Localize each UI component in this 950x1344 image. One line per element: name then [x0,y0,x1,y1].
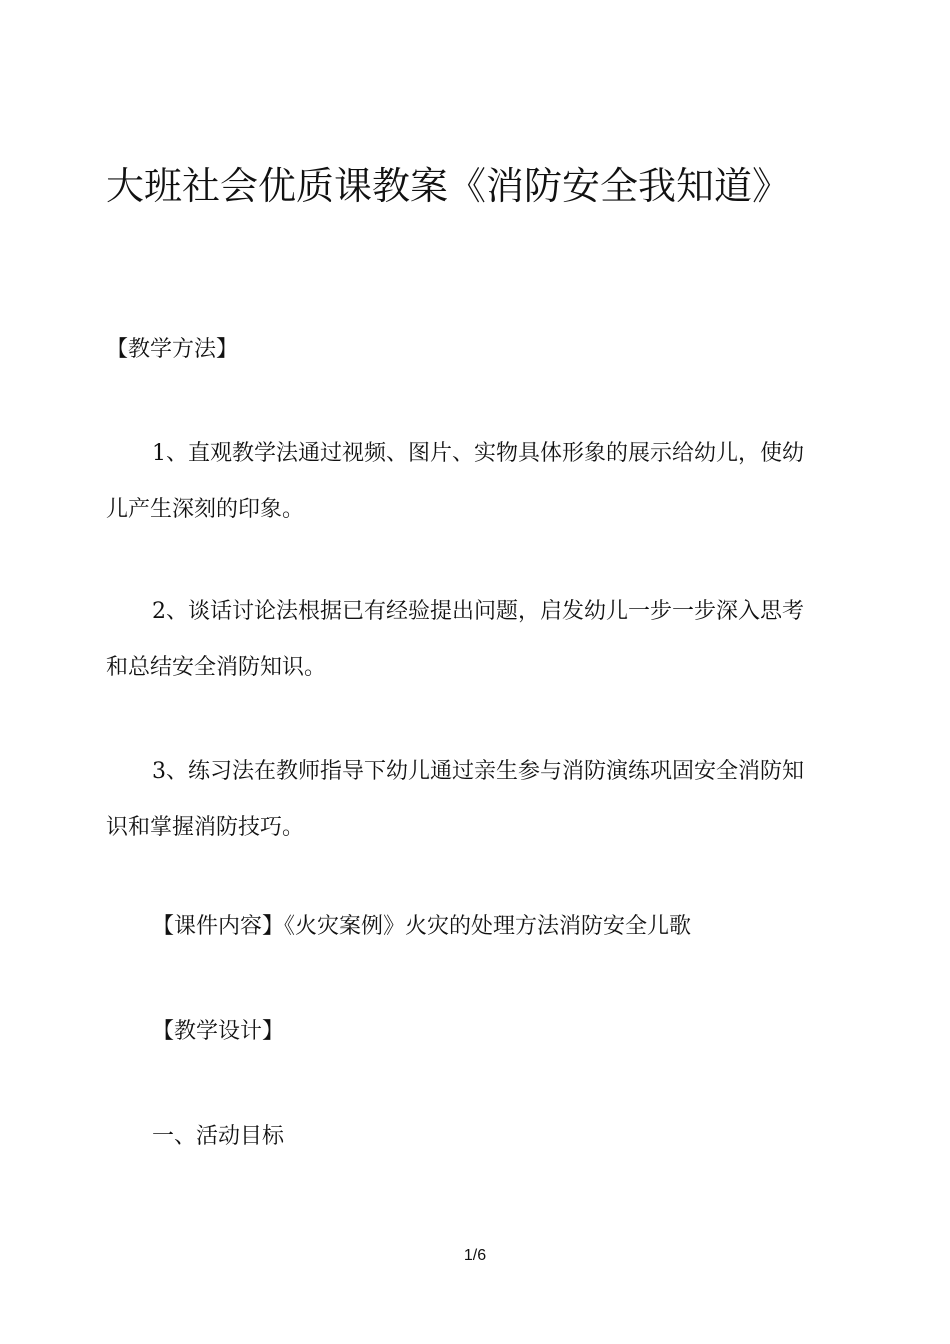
section-heading-design: 【教学设计】 [152,1019,285,1044]
paragraph-line: 识和掌握消防技巧。 [106,815,305,840]
paragraph-line: 儿产生深刻的印象。 [106,497,305,522]
section-heading-methods: 【教学方法】 [106,337,239,362]
page-number: 1/6 [463,1247,487,1264]
paragraph-line: 3、练习法在教师指导下幼儿通过亲生参与消防演练巩固安全消防知 [152,759,804,784]
paragraph-method-3 [106,744,856,856]
courseware-content: 【课件内容】《火灾案例》火灾的处理方法消防安全儿歌 [152,914,692,939]
paragraph-line: 和总结安全消防知识。 [106,655,327,680]
document-title: 大班社会优质课教案《消防安全我知道》 [106,164,791,208]
paragraph-line: 2、谈话讨论法根据已有经验提出问题，启发幼儿一步一步深入思考 [152,599,804,624]
paragraph-method-1 [106,426,856,538]
paragraph-line: 1、直观教学法通过视频、图片、实物具体形象的展示给幼儿，使幼 [152,441,804,466]
paragraph-method-2 [106,584,856,696]
section-heading-goals: 一、活动目标 [152,1124,285,1149]
